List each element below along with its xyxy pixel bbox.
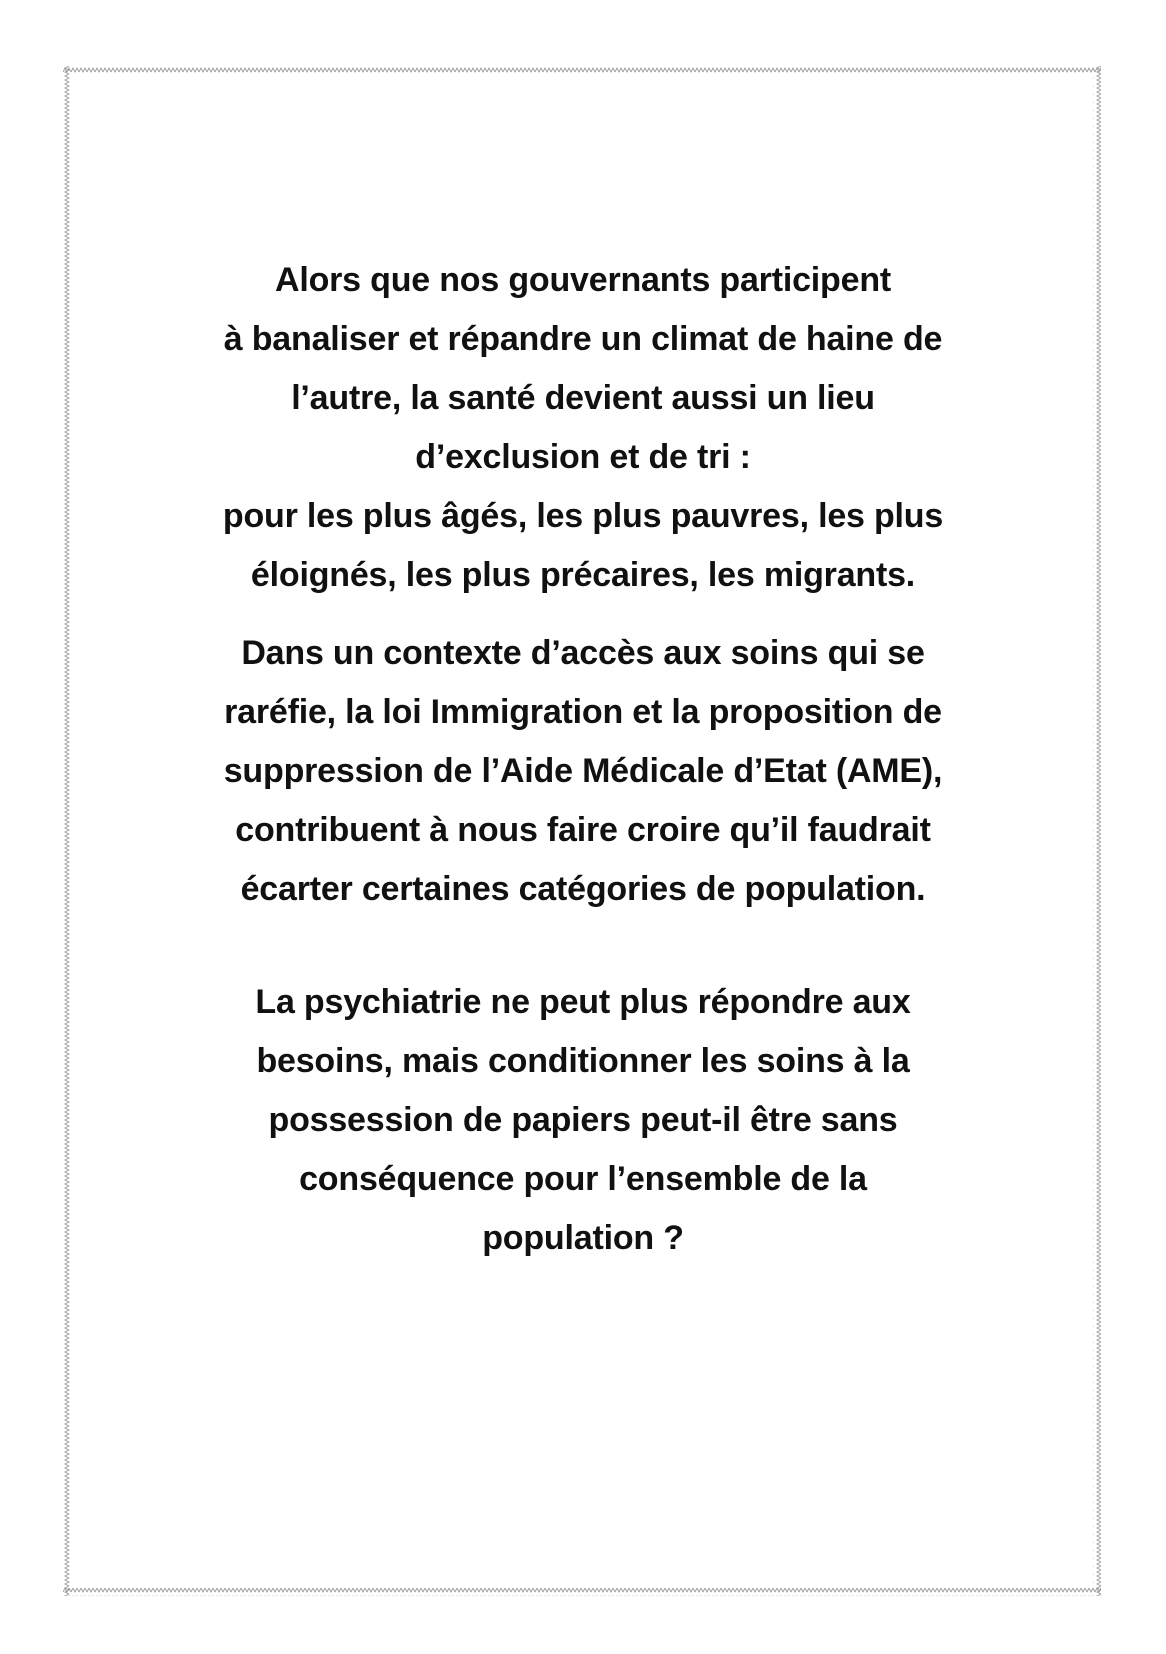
border-bottom — [63, 1588, 1101, 1596]
text-line: conséquence pour l’ensemble de la — [299, 1160, 867, 1198]
text-line: population ? — [482, 1219, 684, 1257]
border-top — [63, 66, 1101, 74]
text-line: écarter certaines catégories de population. — [240, 870, 926, 908]
text-line: à banaliser et répandre un climat de haine de — [223, 320, 943, 358]
paragraph-question — [100, 973, 1066, 1268]
text-line: Alors que nos gouvernants participent — [274, 261, 892, 299]
text-line: l’autre, la santé devient aussi un lieu — [291, 379, 875, 417]
text-line: besoins, mais conditionner les soins à la — [256, 1042, 910, 1080]
text-line: possession de papiers peut-il être sans — [268, 1101, 898, 1139]
border-right — [1093, 66, 1101, 1596]
text-line: raréfie, la loi Immigration et la proposition de — [224, 693, 942, 731]
text-line: éloignés, les plus précaires, les migrants. — [250, 556, 916, 594]
text-line: La psychiatrie ne peut plus répondre aux — [255, 983, 911, 1021]
text-line: Dans un contexte d’accès aux soins qui se — [241, 634, 925, 672]
paragraph-context — [100, 624, 1066, 919]
text-line: suppression de l’Aide Médicale d’Etat (AME), — [223, 752, 943, 790]
border-left — [63, 66, 71, 1596]
text-line: d’exclusion et de tri : — [415, 438, 751, 476]
paragraph-intro — [100, 251, 1066, 605]
text-line: contribuent à nous faire croire qu’il faudrait — [235, 811, 931, 849]
text-line: pour les plus âgés, les plus pauvres, les plus — [222, 497, 944, 535]
